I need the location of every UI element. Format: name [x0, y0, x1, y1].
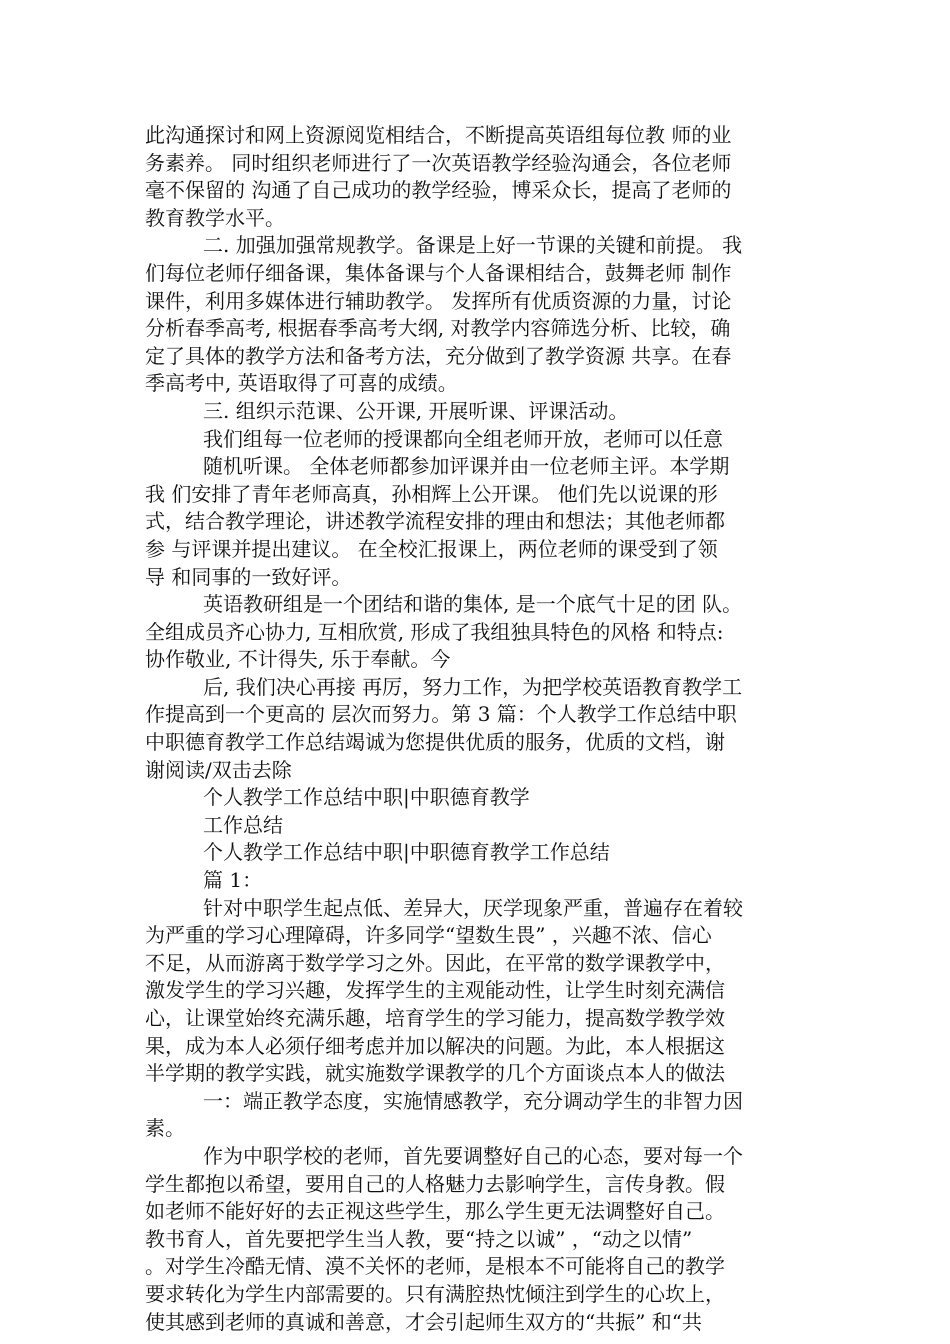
text-line: 此沟通探讨和网上资源阅览相结合，不断提高英语组每位教 师的业 [145, 123, 732, 147]
text-line: 定了具体的教学方法和备考方法，充分做到了教学资源 共享。在春 [145, 343, 732, 368]
text-line: 作提高到一个更高的 层次而努力。第 3 篇：个人教学工作总结中职 [145, 702, 737, 727]
text-line: 全组成员齐心协力, 互相欣赏, 形成了我组独具特色的风格 和特点: [145, 619, 724, 644]
text-line: 课件，利用多媒体进行辅助教学。 发挥所有优质资源的力量，讨论 [145, 288, 732, 313]
text-line: 一：端正教学态度，实施情感教学，充分调动学生的非智力因 [203, 1088, 743, 1113]
text-line: 协作敬业, 不计得失, 乐于奉献。今 [145, 647, 451, 672]
text-line: 半学期的教学实践，就实施数学课教学的几个方面谈点本人的做法 [145, 1061, 725, 1086]
text-line: 不足，从而游离于数学学习之外。因此，在平常的数学课教学中， [145, 950, 725, 975]
text-line: 季高考中, 英语取得了可喜的成绩。 [145, 371, 458, 396]
text-line: 素。 [145, 1116, 185, 1141]
text-line: 分析春季高考, 根据春季高考大纲, 对教学内容筛选分析、比较，确 [145, 316, 731, 341]
text-line: 教育教学水平。 [145, 205, 285, 230]
document-body [145, 122, 810, 1336]
text-line: 个人教学工作总结中职|中职德育教学 [203, 785, 530, 810]
text-line: 英语教研组是一个团结和谐的集体, 是一个底气十足的团 队。 [203, 592, 743, 617]
text-line: 教书育人，首先要把学生当人教，要“持之以诚” ，“动之以情” [145, 1226, 693, 1251]
text-line: 。对学生冷酷无情、漠不关怀的老师，是根本不可能将自己的教学 [145, 1254, 725, 1279]
text-line: 个人教学工作总结中职|中职德育教学工作总结 [203, 840, 610, 865]
text-line: 参 与评课并提出建议。 在全校汇报课上，两位老师的课受到了领 [145, 536, 718, 561]
text-line: 作为中职学校的老师，首先要调整好自己的心态，要对每一个 [203, 1143, 743, 1168]
text-line: 二. 加强加强常规教学。备课是上好一节课的关键和前提。 我 [203, 233, 743, 258]
text-line: 三. 组织示范课、公开课, 开展听课、评课活动。 [203, 398, 629, 423]
text-line: 式，结合教学理论，讲述教学流程安排的理由和想法；其他老师都 [145, 509, 725, 534]
text-line: 为严重的学习心理障碍，许多同学“望数生畏” ，兴趣不浓、信心 [145, 923, 712, 948]
text-line: 谢阅读/双击去除 [145, 757, 292, 782]
text-line: 激发学生的学习兴趣，发挥学生的主观能动性，让学生时刻充满信 [145, 978, 725, 1003]
text-line: 如老师不能好好的去正视这些学生，那么学生更无法调整好自己。 [145, 1199, 725, 1224]
text-line: 我们组每一位老师的授课都向全组老师开放，老师可以任意 [203, 426, 723, 451]
text-line: 务素养。 同时组织老师进行了一次英语教学经验沟通会，各位老师 [145, 150, 732, 175]
text-line: 要求转化为学生内部需要的。只有满腔热忱倾注到学生的心坎上， [145, 1281, 725, 1306]
text-line: 学生都抱以希望，要用自己的人格魅力去影响学生，言传身教。假 [145, 1171, 725, 1196]
text-line: 我 们安排了青年老师高真，孙相辉上公开课。 他们先以说课的形 [145, 481, 718, 506]
text-line: 后, 我们决心再接 再厉，努力工作，为把学校英语教育教学工 [203, 674, 743, 699]
text-line: 篇 1： [203, 868, 263, 893]
text-line: 果，成为本人必须仔细考虑并加以解决的问题。为此，本人根据这 [145, 1033, 725, 1058]
text-line: 使其感到老师的真诚和善意，才会引起师生双方的“共振” 和“共 [145, 1309, 703, 1334]
text-line: 导 和同事的一致好评。 [145, 564, 352, 589]
text-line: 们每位老师仔细备课，集体备课与个人备课相结合，鼓舞老师 制作 [145, 260, 732, 285]
text-line: 毫不保留的 沟通了自己成功的教学经验，博采众长，提高了老师的 [145, 178, 732, 203]
text-line: 随机听课。 全体老师都参加评课并由一位老师主评。本学期 [203, 454, 730, 479]
text-line: 针对中职学生起点低、差异大，厌学现象严重，普遍存在着较 [203, 895, 743, 920]
text-line: 心，让课堂始终充满乐趣，培育学生的学习能力，提高数学教学效 [145, 1006, 725, 1030]
text-line: 工作总结 [203, 812, 283, 837]
text-line: 中职德育教学工作总结竭诚为您提供优质的服务，优质的文档，谢 [145, 730, 725, 755]
